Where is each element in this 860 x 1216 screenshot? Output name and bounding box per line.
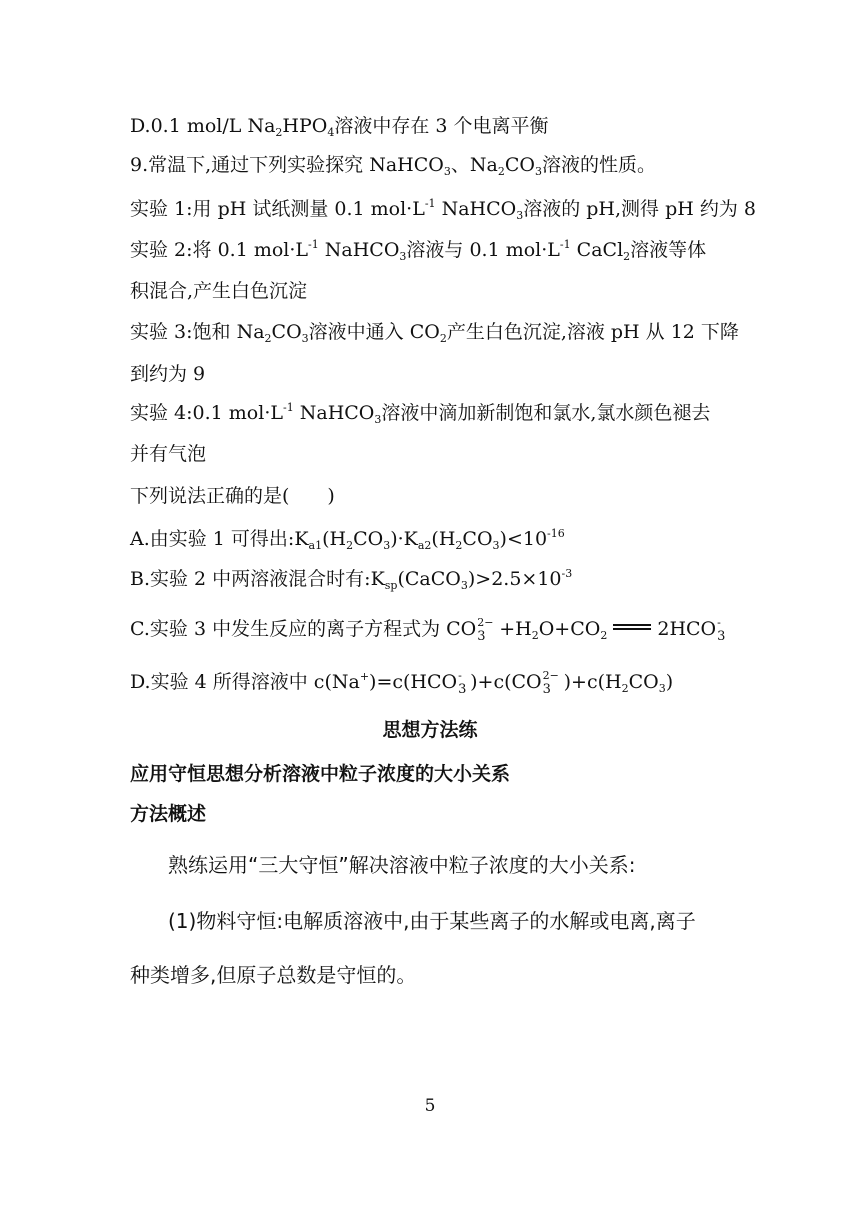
option-c[interactable]: C.实验 3 中发生反应的离子方程式为 CO 2− 3 $+H_2O+CO_2$ 2HCO - 3 — [130, 617, 729, 641]
equation-equals-sign — [613, 624, 651, 630]
option-d-prev-question: D.0.1 mol/L $Na_2HPO_4$溶液中存在 3 个电离平衡 — [130, 115, 549, 139]
experiment-2-line-1: 实验 2:将 0.1 $mol\cdot L^{-1}$ NaHCO$_3$溶液与 0.1 $mol\cdot L^{-1}$ CaCl$_2$溶液等体 — [130, 238, 707, 263]
ion-charge-stack: - 3 — [717, 616, 726, 644]
experiment-3-line-2: 到约为 9 — [130, 363, 206, 385]
topic-title: 应用守恒思想分析溶液中粒子浓度的大小关系 — [130, 763, 511, 785]
experiment-4-line-2: 并有气泡 — [130, 443, 207, 465]
method-heading: 方法概述 — [130, 803, 207, 825]
page-number: 5 — [424, 1096, 436, 1116]
paragraph-material-conservation-line-1: (1)物料守恒:电解质溶液中,由于某些离子的水解或电离,离子 — [168, 909, 696, 933]
question-9-stem: 9.常温下,通过下列实验探究 NaHCO$_3$、$Na_2CO_3$溶液的性质。 — [130, 154, 656, 178]
ion-charge-stack: 2− 3 — [542, 669, 559, 697]
paragraph-material-conservation-line-2: 种类增多,但原子总数是守恒的。 — [130, 963, 417, 987]
experiment-2-line-2: 积混合,产生白色沉淀 — [130, 280, 308, 302]
experiment-1: 实验 1:用 pH 试纸测量 0.1 $mol\cdot L^{-1}$ NaHCO$_3$溶液的 pH,测得 pH 约为 8 — [130, 197, 756, 222]
ion-charge-stack: 2− 3 — [477, 616, 494, 644]
experiment-4-line-1: 实验 4:0.1 $mol\cdot L^{-1}$ NaHCO$_3$溶液中滴加新制饱和氯水,氯水颜色褪去 — [130, 401, 711, 426]
experiment-3-line-1: 实验 3:饱和 $Na_2CO_3$溶液中通入 $CO_2$产生白色沉淀,溶液 pH 从 12 下降 — [130, 321, 739, 345]
question-prompt: 下列说法正确的是( ) — [130, 485, 335, 507]
paragraph-intro: 熟练运用“三大守恒”解决溶液中粒子浓度的大小关系: — [168, 853, 636, 877]
option-b[interactable]: B.实验 2 中两溶液混合时有$:K_{sp}(CaCO_3)>2.5\times 10^{-3}$ — [130, 567, 573, 592]
option-d[interactable]: D.实验 4 所得溶液中 c(Na+)=c(HCO - 3 )+c(CO 2− 3 )$+c(H_2CO_3)$ — [130, 669, 674, 697]
ion-charge-stack: - 3 — [458, 669, 467, 697]
option-a[interactable]: A.由实验 1 可得出$:K_{a1}(H_2CO_3)\cdot K_{a2}(H_2CO_3)<10^{-16}$ — [130, 527, 565, 552]
section-title: 思想方法练 — [382, 719, 478, 741]
